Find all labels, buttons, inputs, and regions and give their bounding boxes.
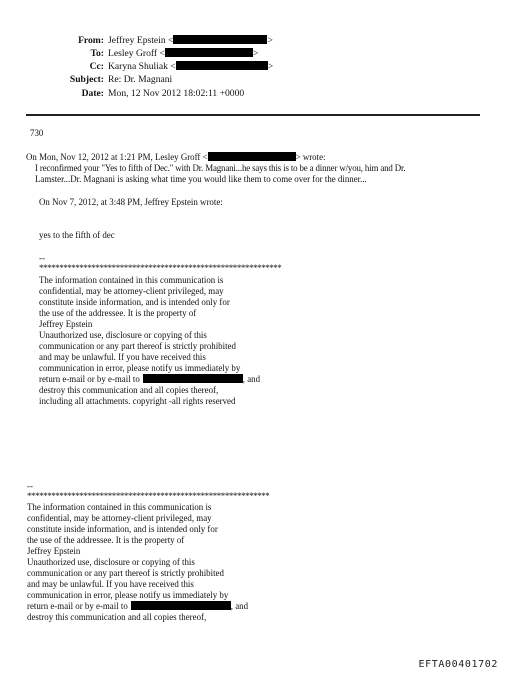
disclaimer-line: Jeffrey Epstein: [39, 319, 93, 329]
date-value: Mon, 12 Nov 2012 18:02:11 +0000: [108, 88, 245, 99]
redaction-box: [143, 374, 243, 383]
subject-row: [0, 74, 512, 86]
subject-label: Subject:: [69, 74, 104, 85]
disclaimer-line: confidential, may be attorney-client privileged, may: [39, 286, 224, 296]
quote1-line1: I reconfirmed your "Yes to fifth of Dec." with Dr. Magnani...he says this is to be a dinner w/you, him and Dr.: [35, 163, 406, 173]
disclaimer-line: the use of the addressee. It is the property of: [39, 308, 197, 318]
disclaimer-line: and may be unlawful. If you have received this: [27, 579, 194, 589]
disclaimer-line: The information contained in this communication is: [39, 275, 224, 285]
disclaimer-line: constitute inside information, and is intended only for: [39, 297, 230, 307]
disclaimer-line: destroy this communication and all copies thereof,: [27, 612, 207, 622]
to-row: [0, 48, 512, 60]
to-name: Lesley Groff <: [108, 48, 165, 59]
bates-number: EFTA00401702: [418, 659, 498, 670]
sig-stars: ************************************************************: [39, 263, 282, 273]
date-label: Date:: [81, 88, 104, 99]
quote1-intro: [26, 152, 326, 163]
disclaimer-line: Jeffrey Epstein: [27, 546, 81, 556]
cc-label: Cc:: [89, 61, 104, 72]
disclaimer-line: constitute inside information, and is intended only for: [27, 524, 218, 534]
cc-name: Karyna Shuliak <: [108, 61, 176, 72]
to-value: [108, 48, 258, 60]
disclaimer-line: Unauthorized use, disclosure or copying of this: [39, 330, 207, 340]
sig-stars: ************************************************************: [27, 491, 270, 501]
disclaimer-line: the use of the addressee. It is the property of: [27, 535, 185, 545]
from-label: From:: [78, 35, 104, 46]
redaction-box: [173, 35, 267, 44]
disclaimer-line: destroy this communication and all copies thereof,: [39, 385, 219, 395]
disclaimer-line: confidential, may be attorney-client privileged, may: [27, 513, 212, 523]
reply-text: yes to the fifth of dec: [39, 230, 115, 240]
message-number: 730: [30, 128, 44, 138]
bracket: >: [252, 48, 259, 59]
redaction-box: [208, 152, 296, 161]
disclaimer-line-start: return e-mail or by e-mail to: [39, 374, 140, 384]
quote1-intro-start: On Mon, Nov 12, 2012 at 1:21 PM, Lesley Groff <: [26, 152, 208, 162]
from-name: Jeffrey Epstein <: [108, 35, 174, 46]
from-row: [0, 35, 512, 47]
quote1-intro-end: > wrote:: [295, 152, 326, 162]
quote2-intro: On Nov 7, 2012, at 3:48 PM, Jeffrey Epstein wrote:: [39, 197, 223, 207]
redaction-box: [165, 48, 253, 57]
redaction-box: [131, 601, 231, 610]
disclaimer-line: and may be unlawful. If you have received this: [39, 352, 206, 362]
disclaimer-line: The information contained in this communication is: [27, 502, 212, 512]
bracket: >: [267, 61, 274, 72]
to-label: To:: [90, 48, 104, 59]
email-header: [0, 0, 512, 110]
subject-value: Re: Dr. Magnani: [108, 74, 173, 85]
cc-row: [0, 61, 512, 73]
disclaimer-line: communication in error, please notify us immediately by: [39, 363, 241, 373]
disclaimer-line-end: , and: [242, 374, 261, 384]
sig-dash: --: [27, 481, 33, 491]
header-divider: [26, 114, 480, 116]
quote1-line2: Lamster...Dr. Magnani is asking what time you would like them to come over for the dinner...: [35, 174, 367, 184]
redaction-box: [176, 61, 268, 70]
from-value: [108, 35, 273, 47]
date-row: [0, 88, 512, 100]
disclaimer-line-end: , and: [230, 601, 249, 611]
bracket: >: [267, 35, 273, 46]
disclaimer-line: communication or any part thereof is strictly prohibited: [27, 568, 224, 578]
disclaimer-line: [39, 374, 260, 385]
disclaimer-line: including all attachments. copyright -all rights reserved: [39, 396, 236, 406]
cc-value: [108, 61, 273, 73]
disclaimer-line: Unauthorized use, disclosure or copying of this: [27, 557, 195, 567]
disclaimer-line: [27, 601, 248, 612]
sig-dash: --: [39, 253, 45, 263]
disclaimer-line: communication in error, please notify us immediately by: [27, 590, 229, 600]
disclaimer-line: communication or any part thereof is strictly prohibited: [39, 341, 236, 351]
disclaimer-line-start: return e-mail or by e-mail to: [27, 601, 128, 611]
